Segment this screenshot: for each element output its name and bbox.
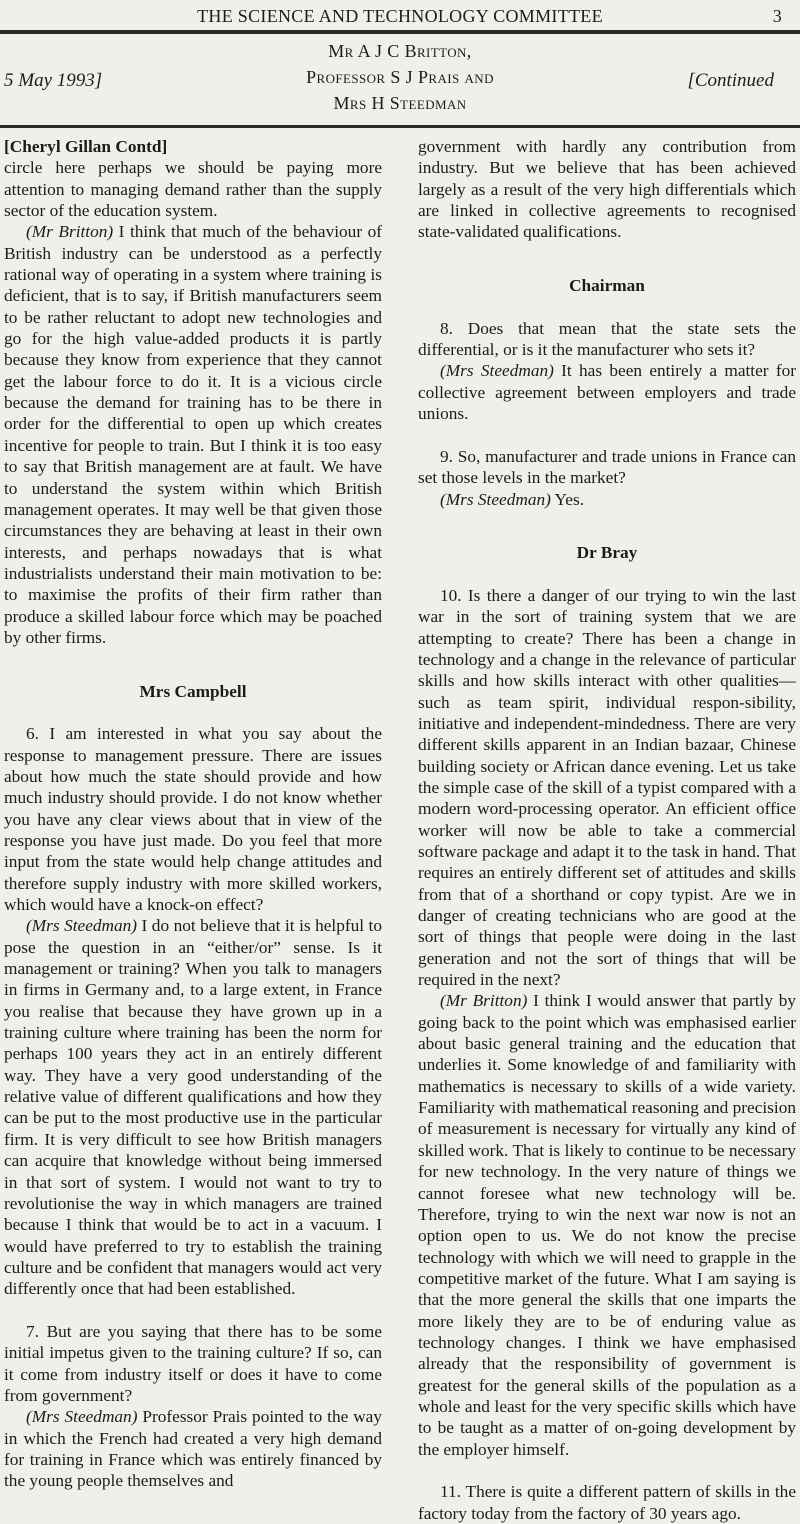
running-title: THE SCIENCE AND TECHNOLOGY COMMITTEE: [197, 6, 603, 26]
question: 10. Is there a danger of our trying to win the last war in the sort of training system that we are attempting to create? There has been a change in technology and a change in the relevance of particular skills and how skills interact with other qualities—such as team spirit, individual respon-sibility, initiative and independent-mindedness. There are very different skills apparent in an Indian bazaar, Chinese building society or African dance evening. Let us take the simple case of the skill of a typist compared with a modern word-processing operator. An efficient office worker will now be able to take a commercial software package and adapt it to the task in hand. That requires an entirely different set of attitudes and skills from that of a shorthand or copy typist. Are we in danger of creating technicians who are good at the sort of things that people were doing in the last generation and not the sort of things that will be required in the next?: [418, 585, 796, 990]
speaker-label: [Cheryl Gillan Contd]: [4, 137, 168, 156]
question: 6. I am interested in what you say about the response to management pressure. There are issues about how much the state should provide and how much industry should provide. I do not know whether you have any clear views about that in view of the response you have just made. Do you feel that more input from the state would help change attitudes and therefore supply industry with more skilled workers, which would have a knock-on effect?: [4, 724, 382, 915]
spacer: [418, 1460, 796, 1481]
question: 8. Does that mean that the state sets the differential, or is it the manufacturer who sets it?: [418, 318, 796, 360]
running-head: [0, 6, 800, 27]
paragraph-text: It has been entirely a matter for collective agreement between employers and trade unions.: [418, 361, 796, 424]
paragraph-text: government with hardly any contribution from industry. But we believe that has been achieved largely as a result of the very high differentials which are linked in collective agreements to recognised state-validated qualifications.: [418, 137, 796, 242]
witness-line-2: Professor S J Prais and: [306, 67, 494, 87]
paragraph: [4, 1406, 382, 1491]
paragraph: [4, 136, 382, 221]
paragraph-text: circle here perhaps we should be paying more attention to managing demand rather than the supply sector of the education system.: [4, 158, 382, 221]
spacer: [418, 424, 796, 445]
paragraph: [4, 915, 382, 1299]
paragraph-text: I think that much of the behaviour of British industry can be understood as a perfectly rational way of operating in a system where training is deficient, that is to say, if British manufacturers seem to be rather reluctant to adopt new technologies and go for the high value-added products it is partly because they know from experience that they cannot get the labour force to do it. It is a vicious circle because the demand for training has to be there in order for the differential to open up which creates incentive for people to train. But I think it is too easy to say that British management are at fault. We have to understand the system within which British management operates. It may well be that given those circumstances they are behaving at least in their own interests, and perhaps nowadays that is what industrialists understand their main motivation to be: to maximise the profits of their firm rather than produce a skilled labour force which may be poached by other firms.: [4, 222, 383, 647]
speaker-heading: Mrs Campbell: [139, 681, 247, 701]
speaker-heading: Chairman: [569, 276, 645, 296]
witness-label: (Mrs Steedman): [440, 489, 551, 509]
spacer: [4, 1300, 382, 1321]
spacer: [418, 510, 796, 531]
spacer: [418, 243, 796, 264]
paragraph-text: Yes.: [550, 489, 585, 509]
witness-label: (Mr Britton): [440, 991, 528, 1011]
paragraph: [4, 221, 382, 648]
paragraph: [418, 489, 796, 510]
witness-label: (Mrs Steedman): [26, 916, 138, 936]
spacer: [4, 702, 382, 723]
spacer: [418, 296, 796, 317]
question: 7. But are you saying that there has to be some initial impetus given to the training culture? If so, can it come from industry itself or does it have to come from government?: [4, 1321, 382, 1405]
page-number: 3: [772, 6, 782, 26]
paragraph-text: I think I would answer that partly by going back to the point which was emphasised earlier about basic general training and the education that underlies it. Some knowledge of and familiarity with mathematics is necessary to skills of a wide variety. Familiarity with mathematical reasoning and precision of measurement is necessary for virtually any kind of skilled work. That is likely to continue to be necessary for new technology. In the very nature of things we cannot foresee what new technology will be. Therefore, trying to win the next war now is not an option open to us. We do not know the precise technology with which we will need to grapple in the competitive market of the future. What I am saying is that the more general the skills that one imparts the more likely they are to be of enduring value as technology changes. I think we have emphasised already that the responsibility of government is greatest for the general skills of the population as a whole and least for the very specific skills which have to be taught as a matter of on-going development by the employer himself.: [418, 991, 796, 1459]
witness-block: [0, 38, 800, 120]
witness-label: (Mrs Steedman): [26, 1407, 138, 1427]
paragraph-text: I do not believe that it is helpful to pose the question in an “either/or” sense. Is it management or training? When you talk to managers in firms in Germany and, to a large extent, in France you realise that because they have grown up in a training culture where training has been the norm for perhaps 100 years they act in an entirely different way. They have a very good understanding of the relative value of different qualifications and how they can be put to the most productive use in the particular firm. It is very difficult to see how British managers can acquire that knowledge without being immersed in that sort of system. I would not want to try to revolutionise the way in which managers are trained because I think that would be to act in a vacuum. I would have preferred to try to establish the training culture and be confident that managers would act very differently once that had been established.: [4, 916, 382, 1299]
top-rule: [0, 30, 800, 34]
right-column: [418, 136, 796, 1524]
question: 9. So, manufacturer and trade unions in France can set those levels in the market?: [418, 446, 796, 488]
continued-marker: [Continued: [687, 70, 774, 91]
hearing-date: 5 May 1993]: [4, 70, 103, 91]
witness-names: [0, 38, 800, 116]
witness-label: (Mrs Steedman): [440, 361, 554, 381]
spacer: [4, 648, 382, 669]
spacer: [4, 670, 382, 681]
speaker-heading: Dr Bray: [576, 543, 638, 563]
witness-label: (Mr Britton): [26, 222, 114, 242]
paragraph: [418, 360, 796, 424]
header-rule: [0, 125, 800, 128]
left-column: [4, 136, 382, 1492]
paragraph-text: Professor Prais pointed to the way in which the French had created a very high demand for training in France which was entirely financed by the young people themselves and: [4, 1407, 382, 1491]
question: 11. There is quite a different pattern of skills in the factory today from the factory of 30 years ago.: [418, 1482, 796, 1523]
paragraph: [418, 990, 796, 1460]
spacer: [418, 531, 796, 542]
witness-line-3: Mrs H Steedman: [333, 93, 467, 113]
spacer: [418, 564, 796, 585]
witness-line-1: Mr A J C Britton,: [328, 41, 472, 61]
spacer: [418, 264, 796, 275]
